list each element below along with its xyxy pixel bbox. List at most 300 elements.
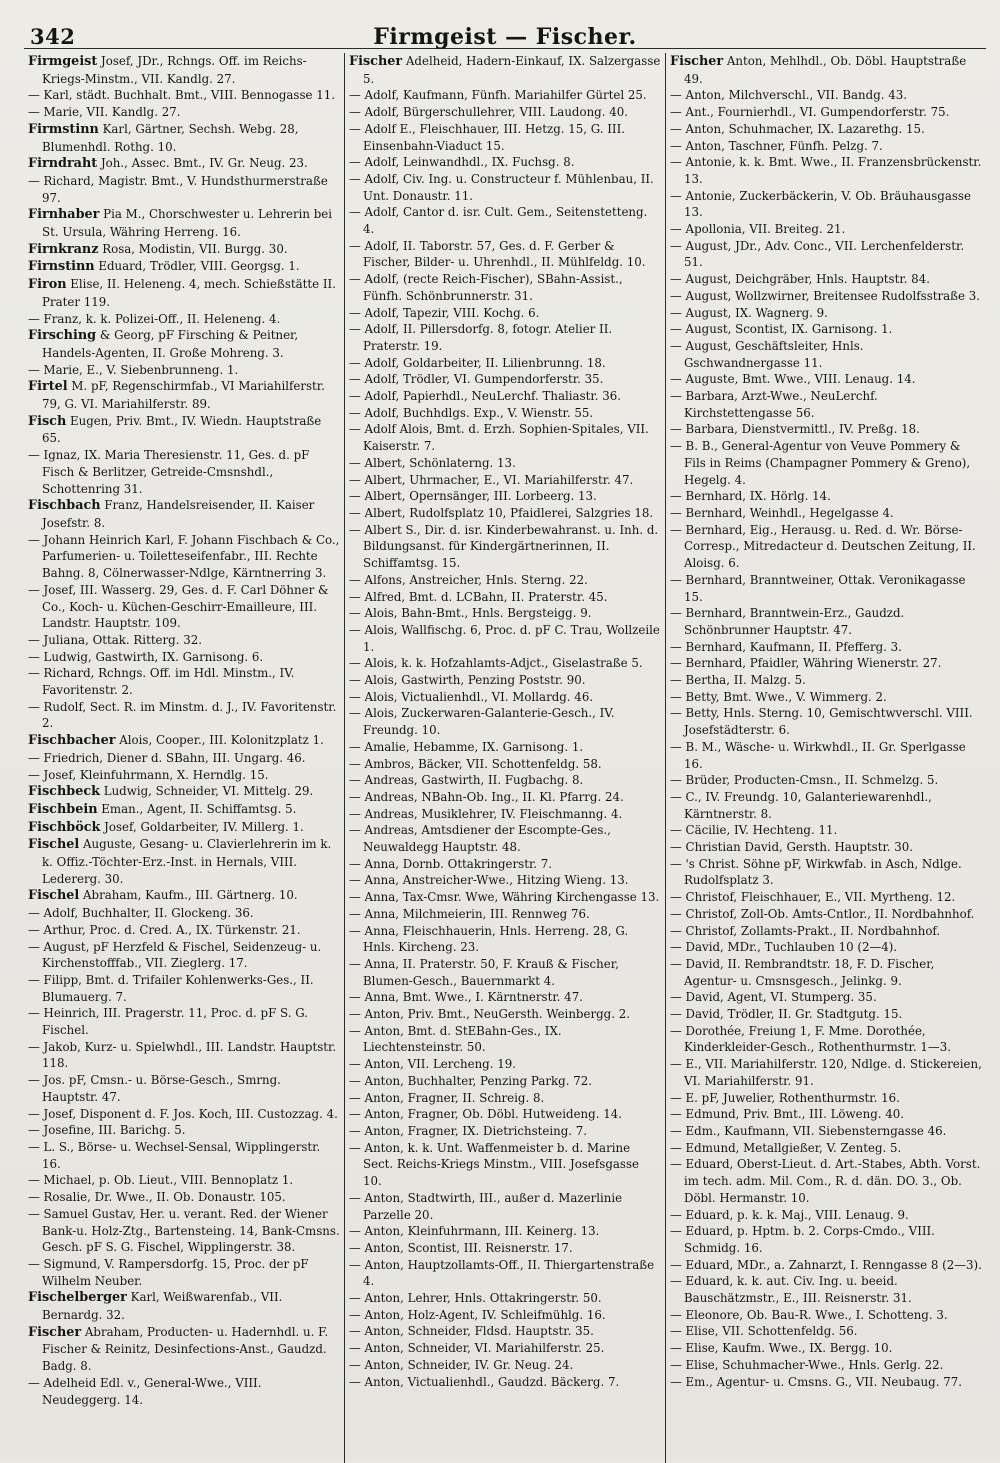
directory-entry <box>349 1090 661 1107</box>
entry-text: — Bertha, II. Malzg. 5. <box>670 673 806 688</box>
entry-text: — Jakob, Kurz- u. Spielwhdl., III. Landstr. Hauptstr. 118. <box>28 1039 337 1071</box>
entry-text: — C., IV. Freundg. 10, Galanteriewarenhdl., Kärntnerstr. 8. <box>670 789 932 821</box>
directory-entry <box>349 1140 661 1190</box>
entry-text: & Georg, pF Firsching & Peitner, Handels-Agenten, II. Große Mohreng. 3. <box>42 328 299 360</box>
entry-text: — Juliana, Ottak. Ritterg. 32. <box>28 632 202 647</box>
directory-entry <box>349 1056 661 1073</box>
entry-text: — Adolf, II. Pillersdorfg. 8, fotogr. Atelier II. Praterstr. 19. <box>349 322 613 353</box>
directory-entry <box>28 732 340 750</box>
entry-text: — Anton, Kleinfuhrmann, III. Keinerg. 13. <box>349 1224 600 1239</box>
entry-text: — Alfred, Bmt. d. LCBahn, II. Praterstr. 45. <box>349 589 608 604</box>
entry-text: — Edmund, Priv. Bmt., III. Löweng. 40. <box>670 1107 905 1122</box>
entry-text: Eman., Agent, II. Schiffamtsg. 5. <box>97 801 297 816</box>
directory-entry <box>670 305 982 322</box>
directory-entry <box>349 1190 661 1223</box>
directory-entry <box>349 989 661 1006</box>
entry-text: — Alois, Wallfischg. 6, Proc. d. pF C. Trau, Wollzeile 1. <box>349 622 660 654</box>
directory-entry <box>670 522 982 572</box>
entry-text: — Filipp, Bmt. d. Trifailer Kohlenwerks-Ges., II. Blumauerg. 7. <box>28 972 314 1004</box>
entry-text: — Adolf, Buchhalter, II. Glockeng. 36. <box>28 906 254 921</box>
directory-entry <box>670 1374 982 1391</box>
directory-entry <box>28 1256 340 1289</box>
entry-text: — Michael, p. Ob. Lieut., VIII. Bennoplatz 1. <box>28 1173 294 1188</box>
entry-text: — August, JDr., Adv. Conc., VII. Lerchenfelderstr. 51. <box>670 238 965 270</box>
directory-entry <box>28 413 340 447</box>
directory-entry <box>349 655 661 672</box>
entry-surname: Firnhaber <box>28 207 100 223</box>
entry-text: — Friedrich, Diener d. SBahn, III. Ungarg. 46. <box>28 750 306 765</box>
directory-entry <box>670 221 982 238</box>
running-head: Firmgeist — Fischer. <box>373 24 637 50</box>
entry-text: — Anton, k. k. Unt. Waffenmeister b. d. Marine Sect. Reichs-Kriegs Minstm., VIII. Josefsgasse 10. <box>349 1140 639 1189</box>
entry-text: Elise, II. Heleneng. 4, mech. Schießstätte II. Prater 119. <box>42 277 336 309</box>
entry-text: Anton, Mehlhdl., Ob. Döbl. Hauptstraße 49. <box>684 54 967 86</box>
entry-text: — Albert, Rudolfsplatz 10, Pfaidlerei, Salzgries 18. <box>349 505 654 520</box>
entry-text: — Anton, Bmt. d. StEBahn-Ges., IX. Liechtensteinstr. 50. <box>349 1023 562 1055</box>
entry-text: — Adolf, Trödler, VI. Gumpendorferstr. 35. <box>349 372 604 387</box>
entry-surname: Fischbacher <box>28 733 116 749</box>
directory-entry <box>349 1340 661 1357</box>
entry-text: — Bernhard, Branntwein-Erz., Gaudzd. Schönbrunner Hauptstr. 47. <box>670 606 905 637</box>
entry-text: — Apollonia, VII. Breiteg. 21. <box>670 222 846 237</box>
entry-text: — August, Geschäftsleiter, Hnls. Gschwandnergasse 11. <box>670 338 864 370</box>
entry-text: — Andreas, NBahn-Ob. Ing., II. Kl. Pfarrg. 24. <box>349 789 624 804</box>
directory-entry <box>349 355 661 372</box>
directory-entry <box>349 371 661 388</box>
directory-entry <box>28 649 340 666</box>
entry-text: — Christof, Fleischhauer, E., VII. Myrtheng. 12. <box>670 890 956 905</box>
directory-entry <box>670 1223 982 1256</box>
directory-entry <box>28 699 340 732</box>
entry-text: — Sigmund, V. Rampersdorfg. 15, Proc. der pF Wilhelm Neuber. <box>28 1256 309 1288</box>
directory-entry <box>349 388 661 405</box>
directory-column-3 <box>665 53 986 1463</box>
entry-text: — Dorothée, Freiung 1, F. Mme. Dorothée, Kinderkleider-Gesch., Rothenthurmstr. 1—3. <box>670 1023 951 1055</box>
directory-entry <box>349 822 661 855</box>
entry-surname: Fischer <box>28 1324 82 1340</box>
directory-entry <box>349 956 661 989</box>
entry-text: — Anton, Holz-Agent, IV. Schleifmühlg. 16. <box>349 1307 606 1322</box>
entry-text: — Christof, Zollamts-Prakt., II. Nordbahnhof. <box>670 923 941 938</box>
entry-text: Eduard, Trödler, VIII. Georgsg. 1. <box>94 259 300 274</box>
directory-entry <box>670 421 982 438</box>
entry-text: — Antonie, k. k. Bmt. Wwe., II. Franzensbrückenstr. 13. <box>670 155 982 186</box>
entry-text: — Ant., Fournierhdl., VI. Gumpendorferstr. 75. <box>670 105 950 120</box>
directory-entry <box>670 889 982 906</box>
entry-text: — Elise, Schuhmacher-Wwe., Hnls. Gerlg. 22. <box>670 1357 944 1372</box>
entry-text: — Anton, Hauptzollamts-Off., II. Thiergartenstraße 4. <box>349 1257 655 1289</box>
entry-text: — Anna, Milchmeierin, III. Rennweg 76. <box>349 906 590 921</box>
directory-entry <box>349 121 661 154</box>
directory-entry <box>670 1056 982 1089</box>
directory-entry <box>28 767 340 784</box>
entry-text: — Alois, k. k. Hofzahlamts-Adjct., Giselastraße 5. <box>349 656 643 671</box>
directory-entry <box>670 739 982 772</box>
directory-entry <box>28 311 340 328</box>
entry-text: — E., VII. Mariahilferstr. 120, Ndlge. d. Stickereien, VI. Mariahilferstr. 91. <box>670 1057 982 1088</box>
directory-entry <box>670 1140 982 1157</box>
entry-text: — Josef, III. Wasserg. 29, Ges. d. F. Carl Döhner & Co., Koch- u. Küchen-Geschirr-Emailleure, III. Landstr. Hauptstr. 109. <box>28 582 329 631</box>
directory-entry <box>28 378 340 412</box>
entry-text: — Amalie, Hebamme, IX. Garnisong. 1. <box>349 739 584 754</box>
directory-entry <box>670 104 982 121</box>
entry-text: — Albert, Schönlaterng. 13. <box>349 455 516 470</box>
directory-entry <box>670 271 982 288</box>
entry-text: — Anna, II. Praterstr. 50, F. Krauß & Fischer, Blumen-Gesch., Bauernmarkt 4. <box>349 956 619 988</box>
entry-text: — Anton, Schneider, IV. Gr. Neug. 24. <box>349 1357 574 1372</box>
entry-text: — Eduard, p. Hptm. b. 2. Corps-Cmdo., VIII. Schmidg. 16. <box>670 1224 935 1255</box>
directory-entry <box>670 1106 982 1123</box>
entry-text: — August, IX. Wagnerg. 9. <box>670 305 828 320</box>
entry-text: — Alois, Victualienhdl., VI. Mollardg. 46. <box>349 689 594 704</box>
entry-text: Eugen, Priv. Bmt., IV. Wiedn. Hauptstraße 65. <box>42 413 322 446</box>
entry-surname: Fischer <box>349 54 403 69</box>
directory-entry <box>670 956 982 989</box>
directory-entry <box>349 756 661 773</box>
entry-text: — Adolf, Papierhdl., NeuLerchf. Thaliastr. 36. <box>349 389 621 404</box>
entry-surname: Firndraht <box>28 156 98 172</box>
entry-text: — Adolf E., Fleischhauer, III. Hetzg. 15, G. III. Einsenbahn-Viaduct 15. <box>349 121 625 153</box>
entry-surname: Firtel <box>28 379 68 395</box>
entry-text: — Samuel Gustav, Her. u. verant. Red. der Wiener Bank-u. Holz-Ztg., Bartensteing. 14, Bank-Cmsns. Gesch. pF S. G. Fischel, Wipplingerstr. 38. <box>28 1206 340 1255</box>
directory-entry <box>349 622 661 655</box>
directory-entry <box>28 1206 340 1256</box>
entry-text: — E. pF, Juwelier, Rothenthurmstr. 16. <box>670 1090 900 1105</box>
entry-text: — Anton, Milchverschl., VII. Bandg. 43. <box>670 88 908 103</box>
directory-entry <box>28 121 340 155</box>
entry-text: — Anna, Anstreicher-Wwe., Hitzing Wieng. 13. <box>349 873 629 888</box>
directory-entry <box>349 321 661 354</box>
directory-entry <box>670 639 982 656</box>
entry-surname: Fischel <box>28 837 80 853</box>
entry-text: — Christian David, Gersth. Hauptstr. 30. <box>670 840 914 855</box>
directory-entry <box>349 1240 661 1257</box>
entry-text: — Ignaz, IX. Maria Theresienstr. 11, Ges. d. pF Fisch & Berlitzer, Getreide-Cmsnshdl., Schottenring 31. <box>28 448 310 496</box>
directory-column-2 <box>344 53 665 1463</box>
entry-surname: Fischelberger <box>28 1290 127 1306</box>
directory-entry <box>28 836 340 887</box>
directory-entry <box>28 447 340 497</box>
entry-text: — Edmund, Metallgießer, V. Zenteg. 5. <box>670 1140 902 1155</box>
directory-entry <box>28 801 340 819</box>
directory-entry <box>349 1290 661 1307</box>
entry-text: — Adolf, Goldarbeiter, II. Lilienbrunng. 18. <box>349 355 606 370</box>
entry-surname: Firmgeist <box>28 54 98 69</box>
directory-entry <box>670 1307 982 1324</box>
directory-entry <box>28 905 340 922</box>
directory-entry <box>349 789 661 806</box>
entry-text: Adelheid, Hadern-Einkauf, IX. Salzergasse 5. <box>363 54 661 86</box>
directory-entry <box>670 238 982 271</box>
directory-entry <box>28 532 340 582</box>
entry-surname: Fischbach <box>28 498 101 514</box>
entry-text: — Cäcilie, IV. Hechteng. 11. <box>670 823 838 838</box>
directory-entry <box>349 1073 661 1090</box>
directory-entry <box>28 173 340 206</box>
entry-text: — Adolf, Leinwandhdl., IX. Fuchsg. 8. <box>349 155 575 170</box>
directory-entry <box>349 171 661 204</box>
entry-text: Auguste, Gesang- u. Clavierlehrerin im k. k. Offiz.-Töchter-Erz.-Inst. in Hernals, VIII. Ledererg. 30. <box>42 837 332 886</box>
page-number: 342 <box>30 24 76 49</box>
directory-entry <box>670 388 982 421</box>
directory-entry <box>28 1189 340 1206</box>
entry-text: — Adolf, Kaufmann, Fünfh. Mariahilfer Gürtel 25. <box>349 88 647 103</box>
entry-text: — Adolf, Bürgerschullehrer, VIII. Laudong. 40. <box>349 105 628 120</box>
entry-text: — Anton, Stadtwirth, III., außer d. Mazerlinie Parzelle 20. <box>349 1190 623 1222</box>
directory-entry <box>670 1023 982 1056</box>
directory-entry <box>670 87 982 104</box>
entry-text: Abraham, Kaufm., III. Gärtnerg. 10. <box>79 888 298 903</box>
entry-text: — Anton, Scontist, III. Reisnerstr. 17. <box>349 1240 573 1255</box>
entry-text: — Bernhard, Eig., Herausg. u. Red. d. Wr. Börse-Corresp., Mitredacteur d. Deutschen Zeitung, II. Aloisg. 6. <box>670 522 976 571</box>
directory-entry <box>349 589 661 606</box>
entry-text: — Alois, Gastwirth, Penzing Poststr. 90. <box>349 673 586 688</box>
entry-text: — Barbara, Arzt-Wwe., NeuLerchf. Kirchstettengasse 56. <box>670 389 878 420</box>
directory-entry <box>28 1172 340 1189</box>
directory-entry <box>349 1374 661 1391</box>
directory-entry <box>349 672 661 689</box>
entry-text: — Anton, Schneider, Fldsd. Hauptstr. 35. <box>349 1324 594 1339</box>
directory-entry <box>28 1139 340 1172</box>
directory-entry <box>670 655 982 672</box>
entry-text: — Marie, VII. Kandlg. 27. <box>28 105 181 120</box>
directory-entry <box>670 1340 982 1357</box>
directory-entry <box>670 371 982 388</box>
directory-entry <box>28 972 340 1005</box>
directory-columns <box>24 53 986 1463</box>
directory-entry <box>28 258 340 276</box>
directory-entry <box>349 238 661 271</box>
directory-entry <box>28 327 340 361</box>
directory-entry <box>349 87 661 104</box>
directory-entry <box>349 154 661 171</box>
directory-entry <box>670 789 982 822</box>
directory-entry <box>349 705 661 738</box>
entry-surname: Firsching <box>28 328 97 344</box>
directory-entry <box>670 772 982 789</box>
directory-entry <box>670 672 982 689</box>
entry-text: — Adolf, Tapezir, VIII. Kochg. 6. <box>349 305 540 320</box>
entry-text: — Eduard, Oberst-Lieut. d. Art.-Stabes, Abth. Vorst. im tech. adm. Mil. Com., R. d. dän. DO. 3., Ob. Döbl. Hermanstr. 10. <box>670 1157 981 1205</box>
entry-text: — David, II. Rembrandtstr. 18, F. D. Fischer, Agentur- u. Cmsnsgesch., Jelinkg. 9. <box>670 956 935 988</box>
directory-entry <box>670 121 982 138</box>
entry-text: — Alfons, Anstreicher, Hnls. Sterng. 22. <box>349 572 588 587</box>
directory-entry <box>28 206 340 240</box>
directory-entry <box>349 856 661 873</box>
entry-text: — Eduard, MDr., a. Zahnarzt, I. Renngasse 8 (2—3). <box>670 1257 982 1272</box>
entry-text: — Anna, Bmt. Wwe., I. Kärntnerstr. 47. <box>349 990 583 1005</box>
entry-surname: Fischbein <box>28 801 98 817</box>
entry-text: — Anton, Victualienhdl., Gaudzd. Bäckerg. 7. <box>349 1374 620 1389</box>
directory-entry <box>670 1323 982 1340</box>
entry-text: — Josefine, III. Barichg. 5. <box>28 1123 186 1138</box>
directory-entry <box>349 472 661 489</box>
entry-text: — Eduard, p. k. k. Maj., VIII. Lenaug. 9. <box>670 1207 909 1222</box>
entry-surname: Firnstinn <box>28 259 95 275</box>
directory-entry <box>670 438 982 488</box>
entry-text: — B. M., Wäsche- u. Wirkwhdl., II. Gr. Sperlgasse 16. <box>670 739 966 771</box>
directory-entry <box>349 1323 661 1340</box>
entry-text: — Karl, städt. Buchhalt. Bmt., VIII. Bennogasse 11. <box>28 88 336 103</box>
entry-text: — Adolf, II. Taborstr. 57, Ges. d. F. Gerber & Fischer, Bilder- u. Uhrenhdl., II. Mühlfeldg. 10. <box>349 238 646 270</box>
entry-text: — Rudolf, Sect. R. im Minstm. d. J., IV. Favoritenstr. 2. <box>28 699 337 731</box>
directory-entry <box>670 1156 982 1206</box>
directory-entry <box>349 1006 661 1023</box>
entry-text: — Eleonore, Ob. Bau-R. Wwe., I. Schotteng. 3. <box>670 1307 948 1322</box>
entry-text: — Josef, Kleinfuhrmann, X. Herndlg. 15. <box>28 767 269 782</box>
entry-text: — Anton, Fragner, IX. Dietrichsteing. 7. <box>349 1124 588 1138</box>
entry-text: Joh., Assec. Bmt., IV. Gr. Neug. 23. <box>97 156 308 171</box>
directory-entry <box>670 1257 982 1274</box>
directory-entry <box>28 497 340 531</box>
entry-text: — Anna, Tax-Cmsr. Wwe, Währing Kirchengasse 13. <box>349 890 660 905</box>
entry-text: — August, Scontist, IX. Garnisong. 1. <box>670 322 893 337</box>
entry-text: — Ludwig, Gastwirth, IX. Garnisong. 6. <box>28 649 264 664</box>
directory-entry <box>670 154 982 187</box>
directory-entry <box>349 872 661 889</box>
directory-entry <box>349 522 661 572</box>
directory-entry <box>349 1223 661 1240</box>
directory-entry <box>670 939 982 956</box>
entry-text: Rosa, Modistin, VII. Burgg. 30. <box>98 241 288 256</box>
entry-text: — Albert, Uhrmacher, E., VI. Mariahilferstr. 47. <box>349 472 634 487</box>
directory-entry <box>670 1123 982 1140</box>
entry-text: M. pF, Regenschirmfab., VI Mariahilferstr. 79, G. VI. Mariahilferstr. 89. <box>42 379 325 412</box>
entry-surname: Fisch <box>28 413 67 429</box>
directory-entry <box>349 305 661 322</box>
entry-text: — Adolf Alois, Bmt. d. Erzh. Sophien-Spitales, VII. Kaiserstr. 7. <box>349 422 649 454</box>
entry-text: — Albert, Opernsänger, III. Lorbeerg. 13. <box>349 489 597 504</box>
entry-text: — Marie, E., V. Siebenbrunneng. 1. <box>28 362 239 377</box>
directory-entry <box>28 1289 340 1323</box>
entry-text: — Arthur, Proc. d. Cred. A., IX. Türkenstr. 21. <box>28 922 301 937</box>
entry-text: — David, MDr., Tuchlauben 10 (2—4). <box>670 940 898 955</box>
entry-text: — Brüder, Producten-Cmsn., II. Schmelzg. 5. <box>670 773 939 788</box>
entry-text: — August, pF Herzfeld & Fischel, Seidenzeug- u. Kirchenstofffab., VII. Zieglerg. 17. <box>28 939 322 971</box>
entry-text: Karl, Gärtner, Sechsh. Webg. 28, Blumenhdl. Rothg. 10. <box>42 121 299 154</box>
entry-text: — Em., Agentur- u. Cmsns. G., VII. Neubaug. 77. <box>670 1374 962 1389</box>
entry-text: — Anton, Priv. Bmt., NeuGersth. Weinbergg. 2. <box>349 1007 630 1022</box>
entry-text: — Bernhard, Kaufmann, II. Pfefferg. 3. <box>670 639 902 654</box>
directory-entry <box>670 572 982 605</box>
entry-text: — David, Trödler, II. Gr. Stadtgutg. 15. <box>670 1007 903 1022</box>
entry-text: — Josef, Disponent d. F. Jos. Koch, III. Custozzag. 4. <box>28 1106 338 1121</box>
entry-text: — Anton, Fragner, Ob. Döbl. Hutweideng. 14. <box>349 1107 622 1122</box>
entry-text: — Andreas, Amtsdiener der Escompte-Ges., Neuwaldegg Hauptstr. 48. <box>349 823 611 855</box>
directory-entry <box>349 605 661 622</box>
directory-entry <box>349 488 661 505</box>
directory-entry <box>349 421 661 454</box>
entry-text: — Heinrich, III. Pragerstr. 11, Proc. d. pF S. G. Fischel. <box>28 1006 308 1038</box>
entry-surname: Fischböck <box>28 819 101 835</box>
entry-text: Karl, Weißwarenfab., VII. Bernardg. 32. <box>42 1290 283 1323</box>
entry-text: — Adelheid Edl. v., General-Wwe., VIII. Neudeggerg. 14. <box>28 1375 262 1407</box>
directory-entry <box>28 922 340 939</box>
entry-text: — Christof, Zoll-Ob. Amts-Cntlor., II. Nordbahnhof. <box>670 906 975 921</box>
entry-text: — Anton, Schuhmacher, IX. Lazarethg. 15. <box>670 121 925 136</box>
directory-entry <box>28 1039 340 1072</box>
directory-entry <box>28 887 340 905</box>
directory-entry <box>28 1005 340 1038</box>
entry-text: Josef, JDr., Rchngs. Off. im Reichs-Kriegs-Minstm., VII. Kandlg. 27. <box>42 54 307 86</box>
directory-entry <box>349 204 661 237</box>
directory-entry <box>349 1357 661 1374</box>
directory-entry <box>28 1324 340 1375</box>
entry-text: — Adolf, Cantor d. isr. Cult. Gem., Seitenstetteng. 4. <box>349 205 648 237</box>
directory-entry <box>670 689 982 706</box>
directory-entry <box>28 632 340 649</box>
entry-text: — Anton, Buchhalter, Penzing Parkg. 72. <box>349 1073 592 1088</box>
entry-text: — Richard, Magistr. Bmt., V. Hundsthurmerstraße 97. <box>28 173 328 205</box>
directory-entry <box>349 806 661 823</box>
directory-entry <box>349 271 661 304</box>
entry-text: — Ambros, Bäcker, VII. Schottenfeldg. 58. <box>349 756 602 771</box>
entry-text: — Alois, Bahn-Bmt., Hnls. Bergsteigg. 9. <box>349 606 592 621</box>
entry-text: — Richard, Rchngs. Off. im Hdl. Minstm., IV. Favoritenstr. 2. <box>28 666 295 698</box>
directory-entry <box>28 53 340 87</box>
entry-text: — Anna, Fleischhauerin, Hnls. Herreng. 28, G. Hnls. Kircheng. 23. <box>349 923 629 955</box>
entry-surname: Firon <box>28 277 67 293</box>
entry-text: — Bernhard, IX. Hörlg. 14. <box>670 489 831 504</box>
entry-surname: Firmstinn <box>28 121 99 137</box>
directory-entry <box>670 605 982 638</box>
directory-entry <box>28 155 340 173</box>
entry-text: — Betty, Bmt. Wwe., V. Wimmerg. 2. <box>670 689 887 704</box>
entry-text: — Anton, VII. Lercheng. 19. <box>349 1057 516 1072</box>
directory-entry <box>28 750 340 767</box>
entry-surname: Firnkranz <box>28 241 99 257</box>
directory-entry <box>670 338 982 371</box>
entry-text: Josef, Goldarbeiter, IV. Millerg. 1. <box>100 819 304 834</box>
directory-entry <box>670 923 982 940</box>
directory-entry <box>349 104 661 121</box>
directory-entry <box>670 989 982 1006</box>
directory-entry <box>670 1207 982 1224</box>
page-header <box>24 14 986 49</box>
entry-text: — 's Christ. Söhne pF, Wirkwfab. in Asch, Ndlge. Rudolfsplatz 3. <box>670 856 962 888</box>
directory-entry <box>670 321 982 338</box>
entry-text: — Antonie, Zuckerbäckerin, V. Ob. Bräuhausgasse 13. <box>670 188 971 220</box>
entry-text: — Anton, Lehrer, Hnls. Ottakringerstr. 50. <box>349 1291 602 1306</box>
directory-entry <box>349 1106 661 1123</box>
entry-text: — Elise, Kaufm. Wwe., IX. Bergg. 10. <box>670 1341 893 1356</box>
directory-entry <box>670 53 982 87</box>
entry-text: — Auguste, Bmt. Wwe., VIII. Lenaug. 14. <box>670 372 916 387</box>
entry-text: — L. S., Börse- u. Wechsel-Sensal, Wipplingerstr. 16. <box>28 1140 321 1171</box>
entry-text: — B. B., General-Agentur von Veuve Pommery & Fils in Reims (Champagner Pommery & Greno), Hegelg. 4. <box>670 439 971 487</box>
entry-text: — Bernhard, Pfaidler, Währing Wienerstr. 27. <box>670 656 942 671</box>
directory-entry <box>349 505 661 522</box>
directory-entry <box>349 889 661 906</box>
directory-entry <box>670 822 982 839</box>
entry-text: — Adolf, Civ. Ing. u. Constructeur f. Mühlenbau, II. Unt. Donaustr. 11. <box>349 171 654 203</box>
directory-entry <box>349 1123 661 1140</box>
directory-entry <box>349 405 661 422</box>
directory-entry <box>349 1257 661 1290</box>
entry-text: — August, Deichgräber, Hnls. Hauptstr. 84. <box>670 272 930 287</box>
entry-text: — Adolf, Buchhdlgs. Exp., V. Wienstr. 55. <box>349 405 594 420</box>
entry-text: — Andreas, Musiklehrer, IV. Fleischmanng. 4. <box>349 806 623 821</box>
entry-text: — Barbara, Dienstvermittl., IV. Preßg. 18. <box>670 422 920 437</box>
directory-entry <box>670 705 982 738</box>
directory-entry <box>349 53 661 87</box>
directory-entry <box>28 241 340 259</box>
directory-entry <box>28 783 340 801</box>
entry-text: Pia M., Chorschwester u. Lehrerin bei St. Ursula, Währing Herreng. 16. <box>42 207 333 240</box>
entry-text: — Anton, Taschner, Fünfh. Pelzg. 7. <box>670 138 883 153</box>
directory-entry <box>28 939 340 972</box>
directory-entry <box>670 188 982 221</box>
